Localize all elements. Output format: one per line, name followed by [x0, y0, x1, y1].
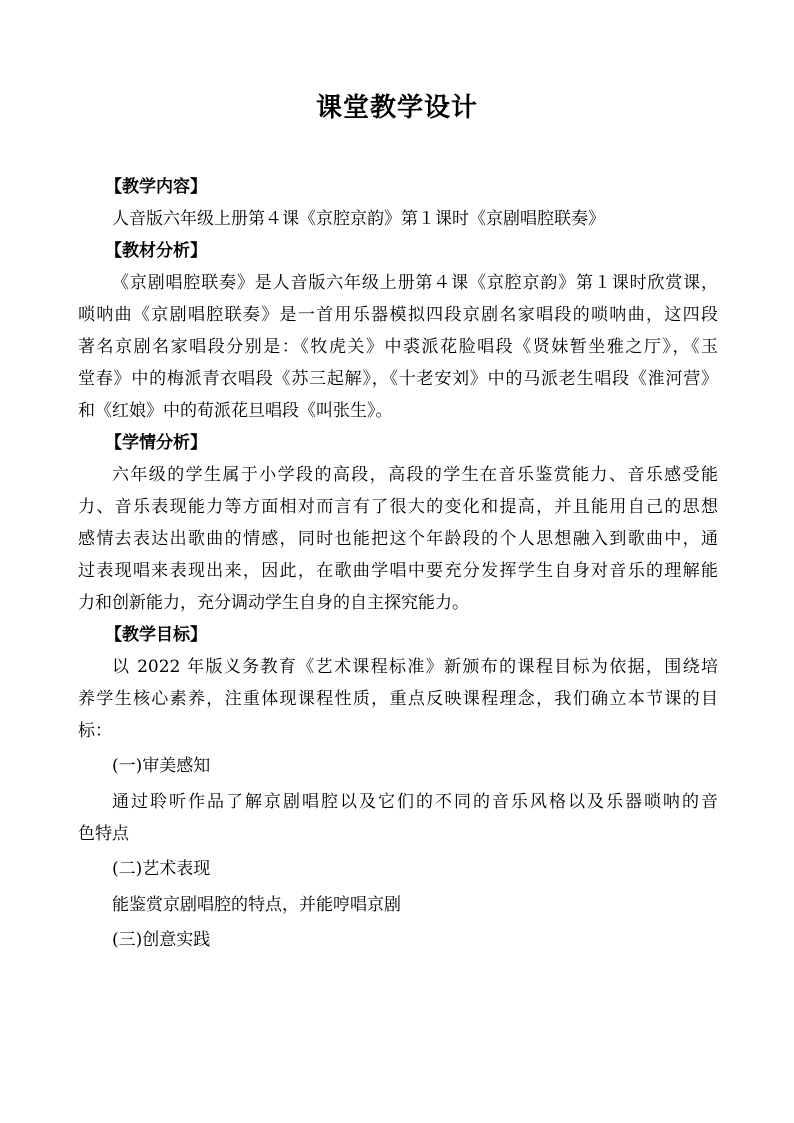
goal-item-label: (一)审美感知 [112, 756, 211, 776]
paragraph-line: 色特点 [78, 824, 129, 844]
document-body [78, 171, 718, 956]
paragraph-line: 著名京剧名家唱段分别是：《牧虎关》中裘派花脸唱段《贤妹暂坐雅之厅》，《玉 [78, 337, 718, 357]
goal-item-label: (二)艺术表现 [112, 859, 211, 879]
paragraph-line: 通过聆听作品了解京剧唱腔以及它们的不同的音乐风格以及乐器唢呐的音 [112, 792, 718, 812]
content-text: 人音版六年级上册第４课《京腔京韵》第１课时《京剧唱腔联奏》 [112, 209, 605, 229]
section-heading-material: 【教材分析】 [105, 241, 207, 261]
paragraph-line: 力、音乐表现能力等方面相对而言有了很大的变化和提高，并且能用自己的思想 [78, 497, 718, 517]
paragraph-line: 《京剧唱腔联奏》是人音版六年级上册第４课《京腔京韵》第１课时欣赏课， [112, 273, 718, 293]
section-heading-content: 【教学内容】 [105, 177, 207, 197]
paragraph-line: 以 2022 年版义务教育《艺术课程标准》新颁布的课程目标为依据，围绕培 [112, 657, 718, 677]
paragraph-line: 六年级的学生属于小学段的高段，高段的学生在音乐鉴赏能力、音乐感受能 [112, 465, 718, 485]
paragraph-line: 能鉴赏京剧唱腔的特点，并能哼唱京剧 [112, 895, 401, 915]
paragraph-line: 力和创新能力，充分调动学生自身的自主探究能力。 [78, 593, 469, 613]
paragraph-line: 和《红娘》中的荀派花旦唱段《叫张生》。 [78, 401, 393, 421]
document-title: 课堂教学设计 [315, 93, 478, 123]
goal-item-label: (三)创意实践 [112, 930, 211, 950]
paragraph-line: 养学生核心素养，注重体现课程性质，重点反映课程理念，我们确立本节课的目 [78, 689, 718, 709]
paragraph-line: 堂春》中的梅派青衣唱段《苏三起解》，《十老安刘》中的马派老生唱段《淮河营》 [78, 369, 718, 389]
section-heading-students: 【学情分析】 [105, 433, 207, 453]
section-heading-goals: 【教学目标】 [105, 625, 207, 645]
paragraph-line: 感情去表达出歌曲的情感，同时也能把这个年龄段的个人思想融入到歌曲中，通 [78, 529, 718, 549]
paragraph-line: 过表现唱来表现出来，因此，在歌曲学唱中要充分发挥学生自身对音乐的理解能 [78, 561, 718, 581]
paragraph-line: 标： [78, 721, 112, 741]
paragraph-line: 唢呐曲《京剧唱腔联奏》是一首用乐器模拟四段京剧名家唱段的唢呐曲，这四段 [78, 305, 718, 325]
